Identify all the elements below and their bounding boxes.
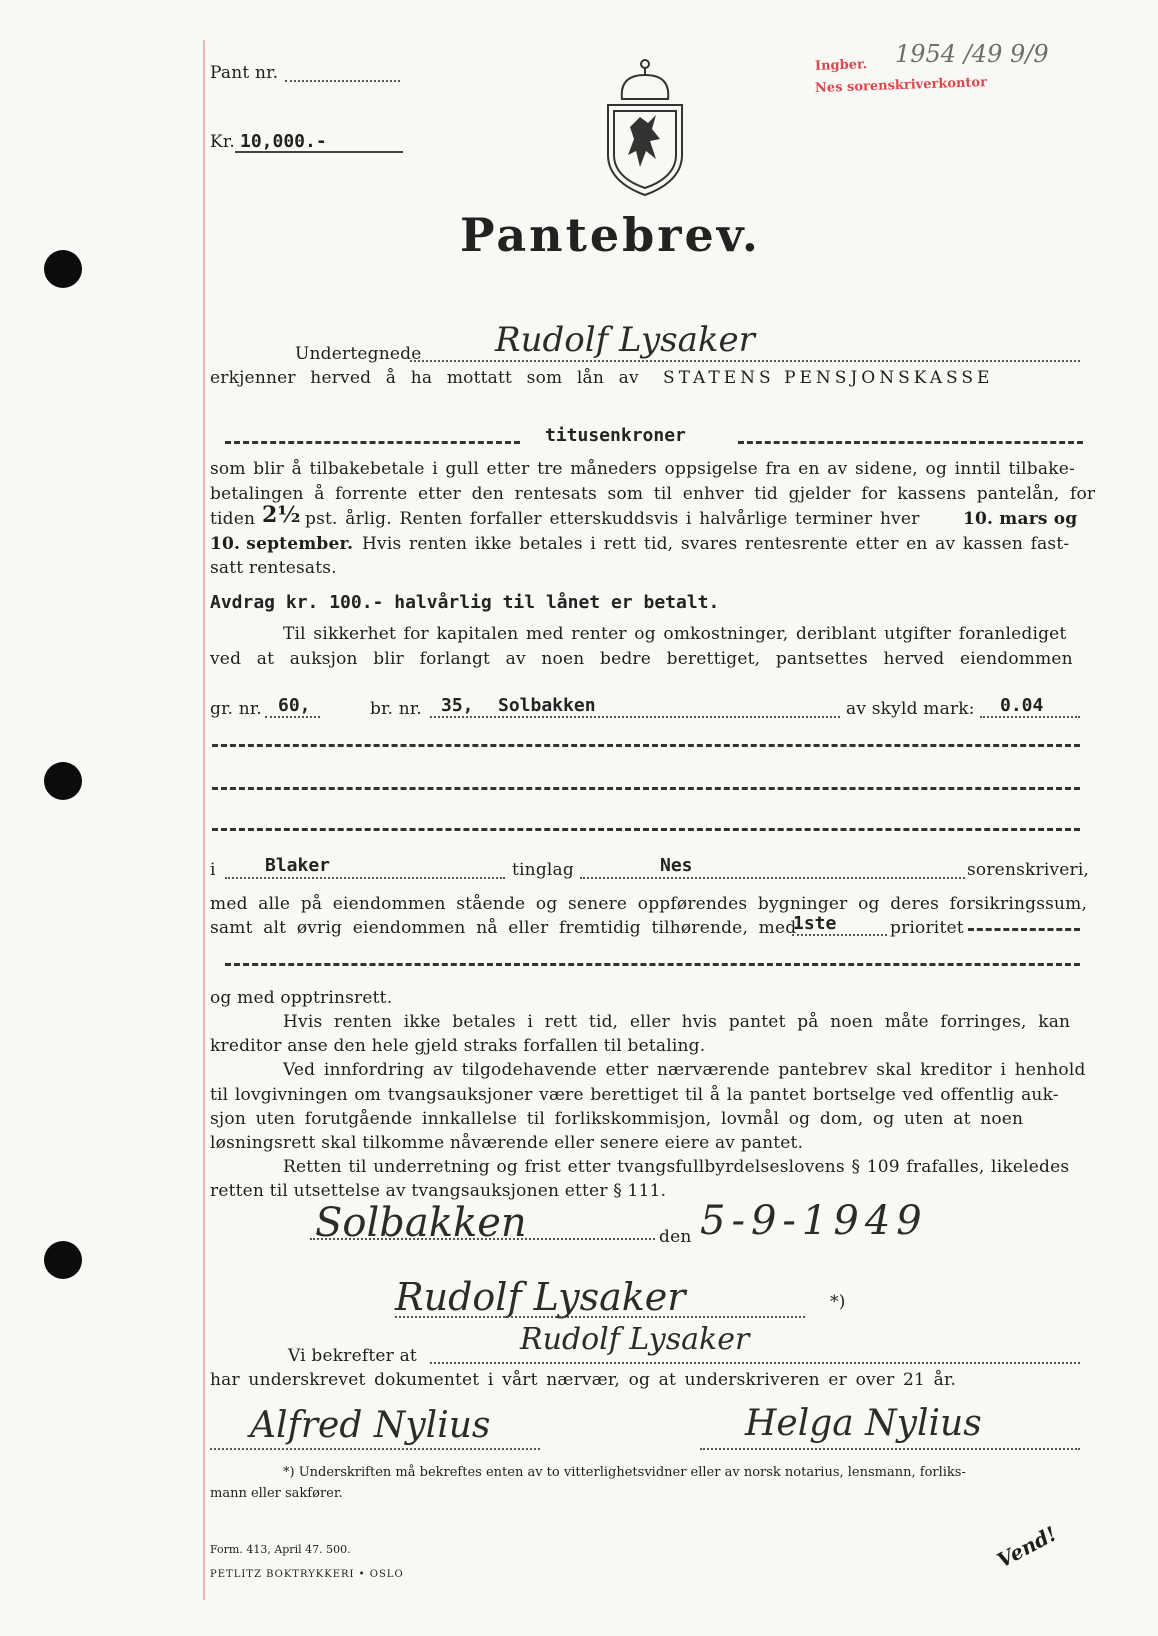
paragraph-line: til lovgivningen om tvangsauksjoner være berettiget til å la pantet bortselge ved offentlig auk- — [210, 1085, 1059, 1105]
document-title: Pantebrev. — [460, 208, 761, 262]
coat-of-arms-icon — [600, 55, 690, 200]
signing-date-handwritten: 5-9-1949 — [700, 1198, 928, 1244]
punch-hole — [44, 1241, 82, 1279]
blank-dash-line — [212, 828, 1080, 831]
kr-label: Kr. — [210, 132, 235, 152]
term-date-1: 10. mars og — [963, 509, 1078, 529]
prioritet-label: prioritet — [890, 918, 964, 938]
footnote-line: mann eller sakfører. — [210, 1486, 343, 1501]
debtor-name-field — [410, 360, 1080, 362]
footnote-marker: *) — [830, 1292, 846, 1312]
sorenskriveri-label: sorenskriveri, — [967, 860, 1090, 880]
registration-stamp-line2: Nes sorenskriverkontor — [814, 75, 988, 96]
interest-rate: 2½ — [262, 502, 301, 528]
vi-bekrefter-label: Vi bekrefter at — [288, 1346, 417, 1366]
paragraph-line: løsningsrett skal tilkomme nåværende eller senere eiere av pantet. — [210, 1133, 804, 1153]
handwritten-reference: 1954 /49 9/9 — [895, 40, 1049, 68]
paragraph-line: ved at auksjon blir forlangt av noen bedre berettiget, pantsettes herved eiendommen — [210, 649, 1073, 669]
paragraph-line: Ved innfordring av tilgodehavende etter nærværende pantebrev skal kreditor i henhold — [283, 1060, 1086, 1080]
place-field — [225, 877, 505, 879]
priority-field — [792, 934, 887, 936]
witness2-line — [700, 1448, 1080, 1450]
gr-nr-value: 60, — [278, 695, 311, 716]
confirm-name-field — [430, 1362, 1080, 1364]
gr-nr-field — [265, 716, 320, 718]
signing-place-field — [310, 1238, 655, 1240]
gr-nr-label: gr. nr. — [210, 699, 262, 719]
i-label: i — [210, 860, 216, 880]
signature-line — [395, 1316, 805, 1318]
skyld-value: 0.04 — [1000, 695, 1044, 716]
paragraph-line: kreditor anse den hele gjeld straks forfallen til betaling. — [210, 1036, 706, 1056]
tinglag-field — [580, 877, 965, 879]
paragraph-line: med alle på eiendommen stående og senere oppførendes bygninger og deres forsikringssum, — [210, 894, 1088, 914]
paragraph-line: sjon uten forutgående innkallelse til forlikskommisjon, lovmål og dom, og uten at noen — [210, 1109, 1024, 1129]
br-nr-value: 35, — [441, 695, 474, 716]
blank-dash-line — [212, 744, 1080, 747]
den-label: den — [659, 1227, 692, 1247]
pant-nr-label: Pant nr. — [210, 63, 279, 83]
form-number: Form. 413, April 47. 500. — [210, 1543, 351, 1556]
signing-place-handwritten: Solbakken — [315, 1200, 527, 1246]
term-date-2: 10. september. — [210, 534, 354, 554]
erkjenner-line: erkjenner herved å ha mottatt som lån av — [210, 368, 639, 388]
blank-dash-line — [968, 928, 1080, 931]
tinglag-label: tinglag — [512, 860, 574, 880]
undertegnede-label: Undertegnede — [295, 344, 422, 364]
witness-statement: har underskrevet dokumentet i vårt nærvær, og at underskriveren er over 21 år. — [210, 1370, 957, 1390]
blank-dash-line — [212, 787, 1080, 790]
vend-note: Vend! — [993, 1521, 1061, 1573]
br-nr-label: br. nr. — [370, 699, 422, 719]
punch-hole — [44, 762, 82, 800]
paragraph-line: satt rentesats. — [210, 558, 337, 578]
paragraph-line: Retten til underretning og frist etter tvangsfullbyrdelseslovens § 109 frafalles, likeledes — [283, 1157, 1070, 1177]
br-nr-field — [430, 716, 840, 718]
place-value: Blaker — [265, 855, 331, 876]
paragraph-line: retten til utsettelse av tvangsauksjonen etter § 111. — [210, 1181, 667, 1201]
tiden-label: tiden — [210, 509, 256, 529]
installment-clause: Avdrag kr. 100.- halvårlig til lånet er betalt. — [210, 592, 720, 613]
witness1-signature: Alfred Nylius — [250, 1405, 491, 1446]
paragraph-line: og med opptrinsrett. — [210, 988, 393, 1008]
footnote-line: *) Underskriften må bekreftes enten av to vitterlighetsvidner eller av norsk notarius, lensmann, forliks- — [283, 1465, 966, 1480]
skyld-field — [980, 716, 1080, 718]
margin-rule — [203, 40, 205, 1600]
kr-underline — [235, 151, 403, 153]
amount-in-words: titusenkroner — [545, 425, 686, 446]
paragraph-line: Til sikkerhet for kapitalen med renter og omkostninger, deriblant utgifter foranlediget — [283, 624, 1067, 644]
blank-dash-line — [225, 963, 1080, 966]
property-name: Solbakken — [498, 695, 596, 716]
skyld-label: av skyld mark: — [846, 699, 975, 719]
tinglag-value: Nes — [660, 855, 693, 876]
paragraph-line: betalingen å forrente etter den rentesats som til enhver tid gjelder for kassens pantelån, for — [210, 484, 1096, 504]
pant-nr-field — [285, 80, 400, 82]
registration-stamp-line1: Ingber. — [814, 57, 868, 74]
priority-value: 1ste — [793, 913, 837, 934]
paragraph-line: pst. årlig. Renten forfaller etterskuddsvis i halvårlige terminer hver — [305, 509, 920, 529]
confirm-signature: Rudolf Lysaker — [520, 1322, 750, 1357]
witness1-line — [210, 1448, 540, 1450]
witness2-signature: Helga Nylius — [745, 1403, 982, 1444]
kr-value: 10,000.- — [240, 131, 327, 152]
debtor-signature: Rudolf Lysaker — [395, 1275, 686, 1319]
punch-hole — [44, 250, 82, 288]
creditor-name: STATENS PENSJONSKASSE — [663, 368, 994, 388]
paragraph-line: samt alt øvrig eiendommen nå eller fremtidig tilhørende, med — [210, 918, 797, 938]
printer-name: PETLITZ BOKTRYKKERI • OSLO — [210, 1569, 404, 1580]
amount-dash-left — [225, 441, 520, 444]
paragraph-line: som blir å tilbakebetale i gull etter tre måneders oppsigelse fra en av sidene, og inntil tilbake- — [210, 459, 1075, 479]
paragraph-line: Hvis renten ikke betales i rett tid, svares rentesrente etter en av kassen fast- — [362, 534, 1070, 554]
amount-dash-right — [738, 441, 1083, 444]
debtor-name-handwritten: Rudolf Lysaker — [495, 320, 755, 360]
paragraph-line: Hvis renten ikke betales i rett tid, eller hvis pantet på noen måte forringes, kan — [283, 1012, 1071, 1032]
